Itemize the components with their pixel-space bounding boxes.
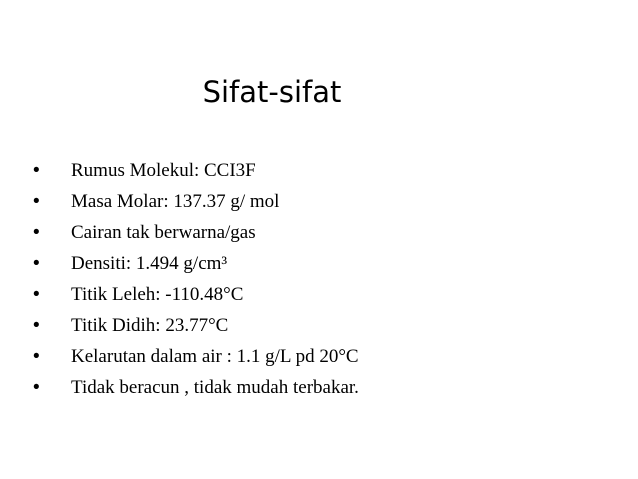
bullet-text-densiti: Densiti: 1.494 g/cm³: [71, 253, 228, 274]
bullet-text-masa-molar: Masa Molar: 137.37 g/ mol: [71, 191, 280, 212]
bullet-icon: •: [33, 191, 40, 212]
bullet-text-kelarutan: Kelarutan dalam air : 1.1 g/L pd 20°C: [71, 346, 359, 367]
bullet-icon: •: [33, 253, 40, 274]
bullet-item: [33, 217, 613, 248]
bullet-item: [33, 155, 613, 186]
bullet-text-tidak-beracun: Tidak beracun , tidak mudah terbakar.: [71, 377, 359, 398]
bullet-icon: •: [33, 160, 40, 181]
bullet-text-titik-didih: Titik Didih: 23.77°C: [71, 315, 229, 336]
bullet-item: [33, 372, 613, 403]
bullet-text-titik-leleh: Titik Leleh: -110.48°C: [71, 284, 244, 305]
bullet-item: [33, 279, 613, 310]
bullet-text-cairan: Cairan tak berwarna/gas: [71, 222, 256, 243]
slide-title: Sifat-sifat: [202, 75, 342, 109]
bullet-item: [33, 310, 613, 341]
bullet-icon: •: [33, 346, 40, 367]
bullet-icon: •: [33, 315, 40, 336]
bullet-item: [33, 341, 613, 372]
bullet-text-rumus-molekul: Rumus Molekul: CCI3F: [71, 160, 256, 181]
bullet-item: [33, 186, 613, 217]
bullet-icon: •: [33, 222, 40, 243]
bullet-icon: •: [33, 377, 40, 398]
bullet-list: [33, 155, 613, 403]
bullet-icon: •: [33, 284, 40, 305]
bullet-item: [33, 248, 613, 279]
